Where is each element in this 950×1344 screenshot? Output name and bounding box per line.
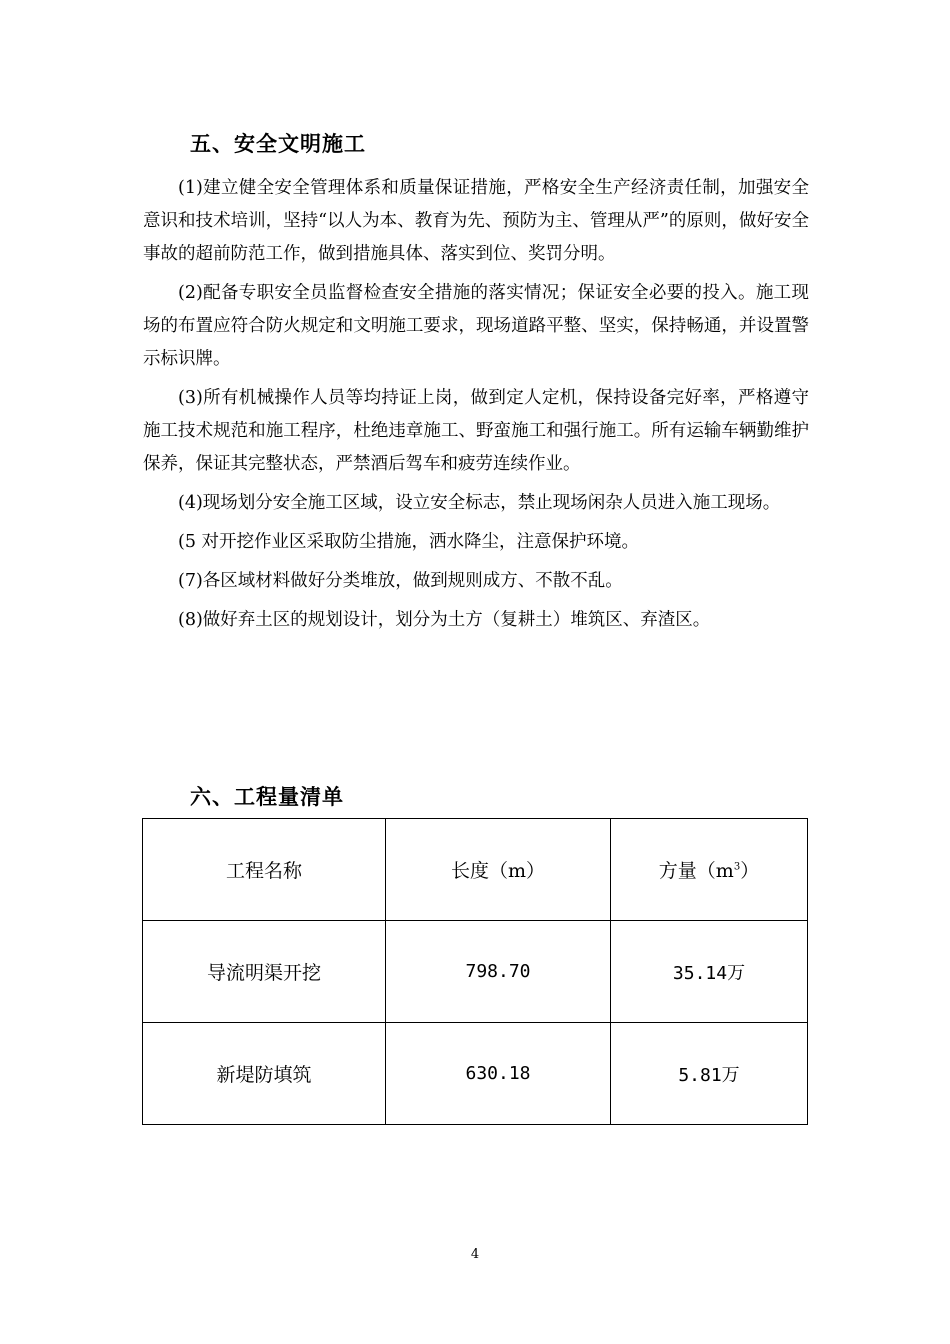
section-5-body xyxy=(143,172,809,643)
paragraph-8: (8)做好弃土区的规划设计，划分为土方（复耕土）堆筑区、弃渣区。 xyxy=(178,610,711,630)
cell-volume: 35.14万 xyxy=(611,921,808,1023)
table-row xyxy=(143,1023,808,1125)
section-6-title: 六、工程量清单 xyxy=(190,785,344,809)
cell-name: 新堤防填筑 xyxy=(143,1023,386,1125)
page-number: 4 xyxy=(470,1247,480,1262)
paragraph-3: (3)所有机械操作人员等均持证上岗，做到定人定机，保持设备完好率，严格遵守施工技术规范和施工程序，杜绝违章施工、野蛮施工和强行施工。所有运输车辆勤维护保养，保证其完整状态，严禁酒后驾车和疲劳连续作业。 xyxy=(143,388,809,474)
paragraph-1: (1)建立健全安全管理体系和质量保证措施，严格安全生产经济责任制，加强安全意识和技术培训，坚持“以人为本、教育为先、预防为主、管理从严”的原则，做好安全事故的超前防范工作，做到措施具体、落实到位、奖罚分明。 xyxy=(143,178,809,264)
cell-volume: 5.81万 xyxy=(611,1023,808,1125)
paragraph-5: (5 对开挖作业区采取防尘措施，洒水降尘，注意保护环境。 xyxy=(178,532,640,552)
table-header-row xyxy=(143,819,808,921)
paragraph-7: (7)各区域材料做好分类堆放，做到规则成方、不散不乱。 xyxy=(178,571,623,591)
cell-length: 798.70 xyxy=(386,921,611,1023)
header-volume xyxy=(611,819,808,921)
header-volume-exponent: 3 xyxy=(733,861,741,873)
header-length: 长度（m） xyxy=(386,819,611,921)
header-volume-text: 方量（m xyxy=(658,860,734,882)
header-volume-close: ） xyxy=(740,860,760,882)
paragraph-2: (2)配备专职安全员监督检查安全措施的落实情况；保证安全必要的投入。施工现场的布置应符合防火规定和文明施工要求，现场道路平整、坚实，保持畅通，并设置警示标识牌。 xyxy=(143,283,809,369)
cell-length: 630.18 xyxy=(386,1023,611,1125)
table-row xyxy=(143,921,808,1023)
paragraph-4: (4)现场划分安全施工区域，设立安全标志，禁止现场闲杂人员进入施工现场。 xyxy=(178,493,781,513)
section-5-title: 五、安全文明施工 xyxy=(190,132,366,156)
header-name: 工程名称 xyxy=(143,819,386,921)
cell-name: 导流明渠开挖 xyxy=(143,921,386,1023)
quantity-table xyxy=(142,818,808,1125)
